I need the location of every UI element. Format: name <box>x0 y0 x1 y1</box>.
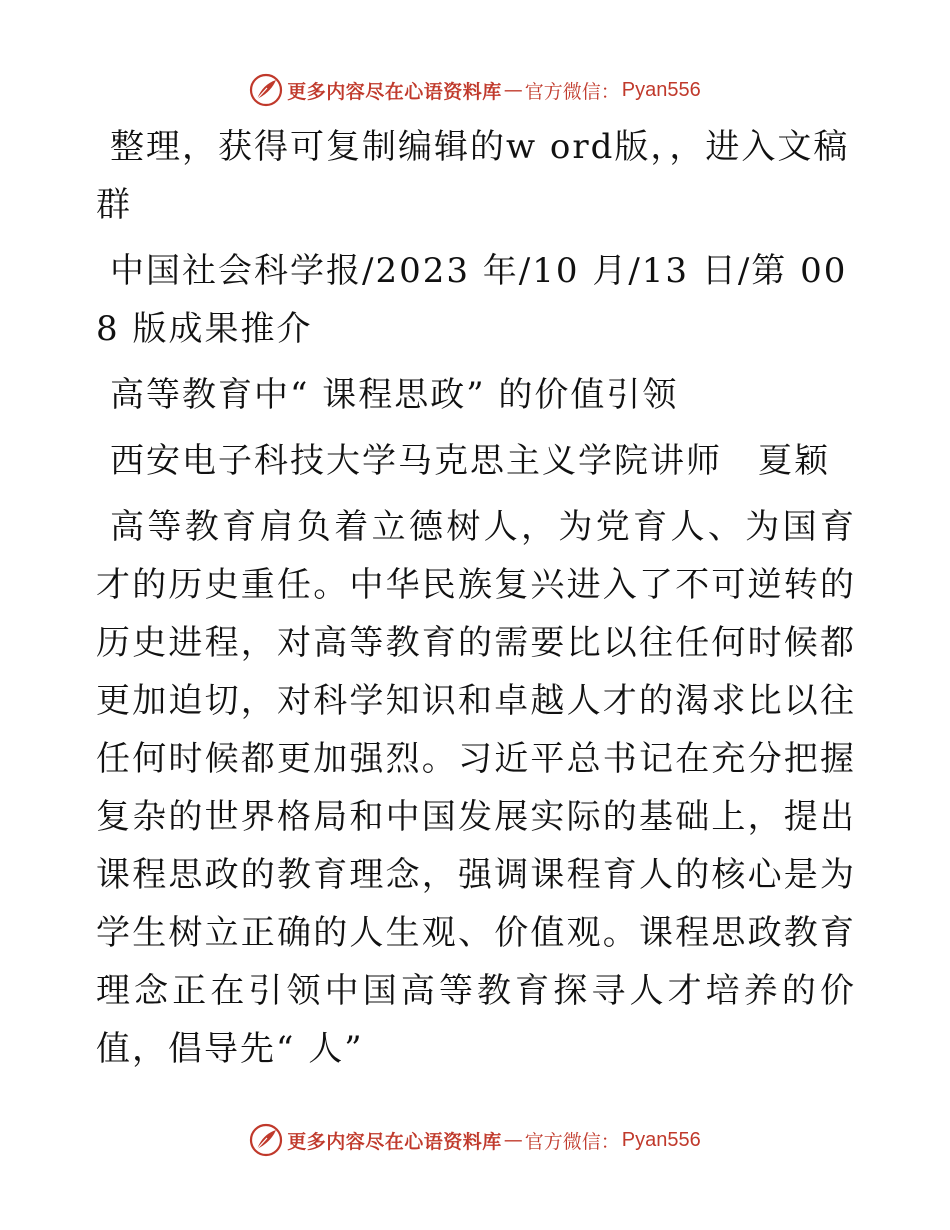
body-paragraph: 高等教育肩负着立德树人，为党育人、为国育才的历史重任。中华民族复兴进入了不可逆转的历史进程，对高等教育的需要比以往任何时候都更加迫切，对科学知识和卓越人才的渴求比以往任何时候都更加强烈。习近平总书记在充分把握复杂的世界格局和中国发展实际的基础上，提出课程思政的教育理念，强调课程育人的核心是为学生树立正确的人生观、价值观。课程思政教育理念正在引领中国高等教育探寻人才培养的价值，倡导先“ 人” <box>96 507 856 1069</box>
author-line: 西安电子科技大学马克思主义学院讲师 夏颖 <box>110 441 830 481</box>
wechat-id: Pyan556 <box>621 1128 701 1151</box>
intro-paragraph: 整理，获得可复制编辑的w ord版，，进入文稿群 <box>96 127 850 225</box>
promo-text: 更多内容尽在心语资料库 <box>287 80 502 103</box>
wechat-label: 官方微信： <box>524 80 620 103</box>
article-title: 高等教育中“ 课程思政” 的价值引领 <box>110 375 679 415</box>
feather-pen-logo-icon <box>249 73 283 107</box>
wechat-id: Pyan556 <box>621 78 701 101</box>
wechat-label: 官方微信： <box>524 1130 620 1153</box>
banner-separator: — <box>503 1129 523 1151</box>
promo-text: 更多内容尽在心语资料库 <box>287 1130 502 1153</box>
header-banner <box>0 68 950 112</box>
footer-banner <box>0 1118 950 1162</box>
banner-separator: — <box>503 79 523 101</box>
document-body <box>96 118 856 1086</box>
source-line: 中国社会科学报/2023 年/10 月/13 日/第 008 版成果推介 <box>96 251 848 349</box>
feather-pen-logo-icon <box>249 1123 283 1157</box>
